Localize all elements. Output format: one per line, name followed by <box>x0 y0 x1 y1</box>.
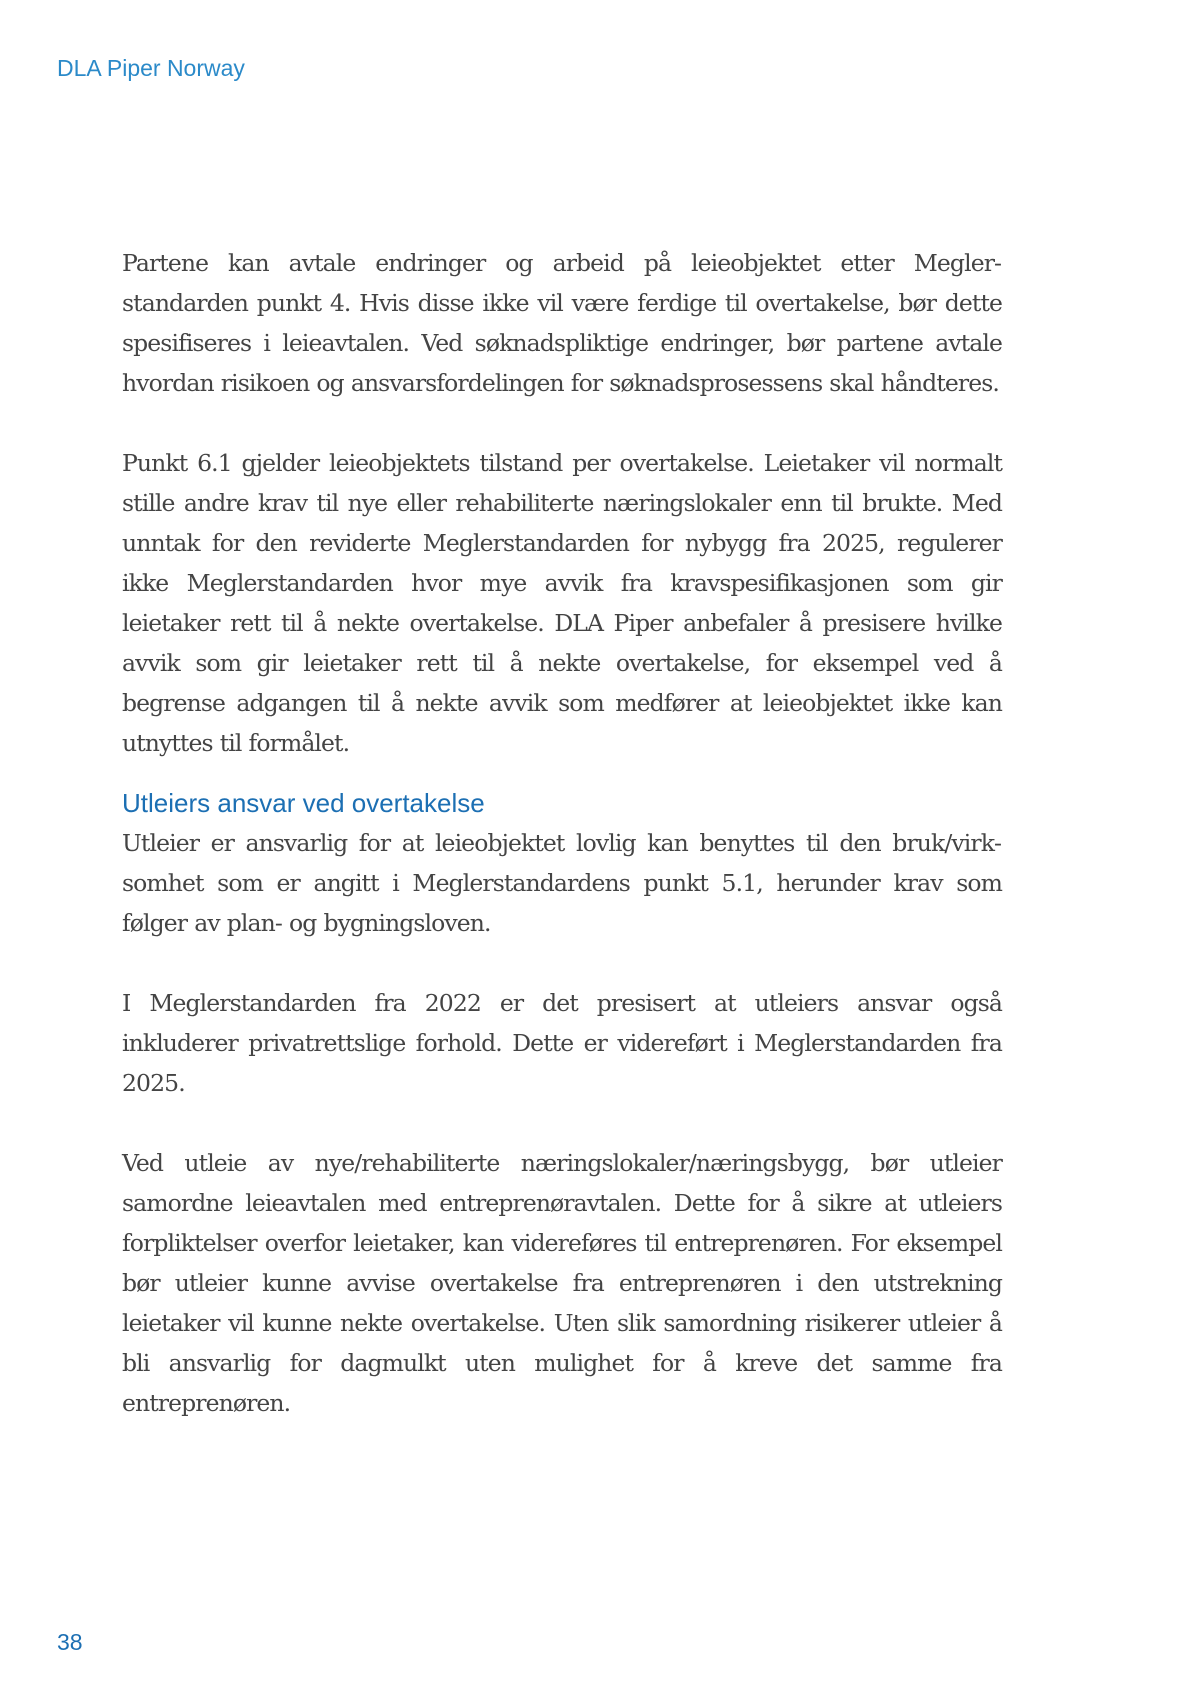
paragraph-contractor-coordination: Ved utleie av nye/rehabiliterte næringslokaler/næringsbygg, bør utleier samordne leieavtalen med entreprenøravtalen. Dette for å sikre at utleiers forpliktelser overfor leietaker, kan videreføres til entreprenøren. For eksempel bør utleier kunne avvise overtakelse fra entreprenøren i den utstrekning leietaker vil kunne nekte overtakelse. Uten slik samordning risikerer utleier å bli ansvarlig for dagmulkt uten mulighet for å kreve det samme fra entreprenøren. <box>122 1149 1002 1417</box>
main-content <box>122 243 1002 1423</box>
running-header: DLA Piper Norway <box>57 55 245 81</box>
page-number: 38 <box>57 1629 83 1655</box>
paragraph-change-works: Partene kan avtale endringer og arbeid på leieobjektet etter Meglerstandarden punkt 4. Hvis disse ikke vil være ferdige til overtakelse, bør dette spesifiseres i leieavtalen. Ved søknadspliktige endringer, bør partene avtale hvordan risikoen og ansvarsfordelingen for søknadsprosessens skal håndteres. <box>122 249 1002 397</box>
paragraph-condition-at-handover: Punkt 6.1 gjelder leieobjektets tilstand per overtakelse. Leietaker vil normalt stille andre krav til nye eller rehabiliterte næringslokaler enn til brukte. Med unntak for den reviderte Meglerstandarden for nybygg fra 2025, regulerer ikke Meglerstandarden hvor mye avvik fra kravspesifikasjonen som gir leietaker rett til å nekte overtakelse. DLA Piper anbefaler å presisere hvilke avvik som gir leietaker rett til å nekte overtakelse, for eksempel ved å begrense adgangen til å nekte avvik som medfører at leieobjektet ikke kan utnyttes til formålet. <box>122 449 1002 757</box>
paragraph-private-law-matters: I Meglerstandarden fra 2022 er det presisert at utleiers ansvar også inkluderer privatrettslige forhold. Dette er videreført i Meglerstandarden fra 2025. <box>122 989 1002 1097</box>
section-heading: Utleiers ansvar ved overtakelse <box>122 788 485 818</box>
paragraph-landlord-liability: Utleier er ansvarlig for at leieobjektet lovlig kan benyttes til den bruk/virksomhet som er angitt i Meglerstandardens punkt 5.1, herunder krav som følger av plan- og bygningsloven. <box>122 829 1002 937</box>
